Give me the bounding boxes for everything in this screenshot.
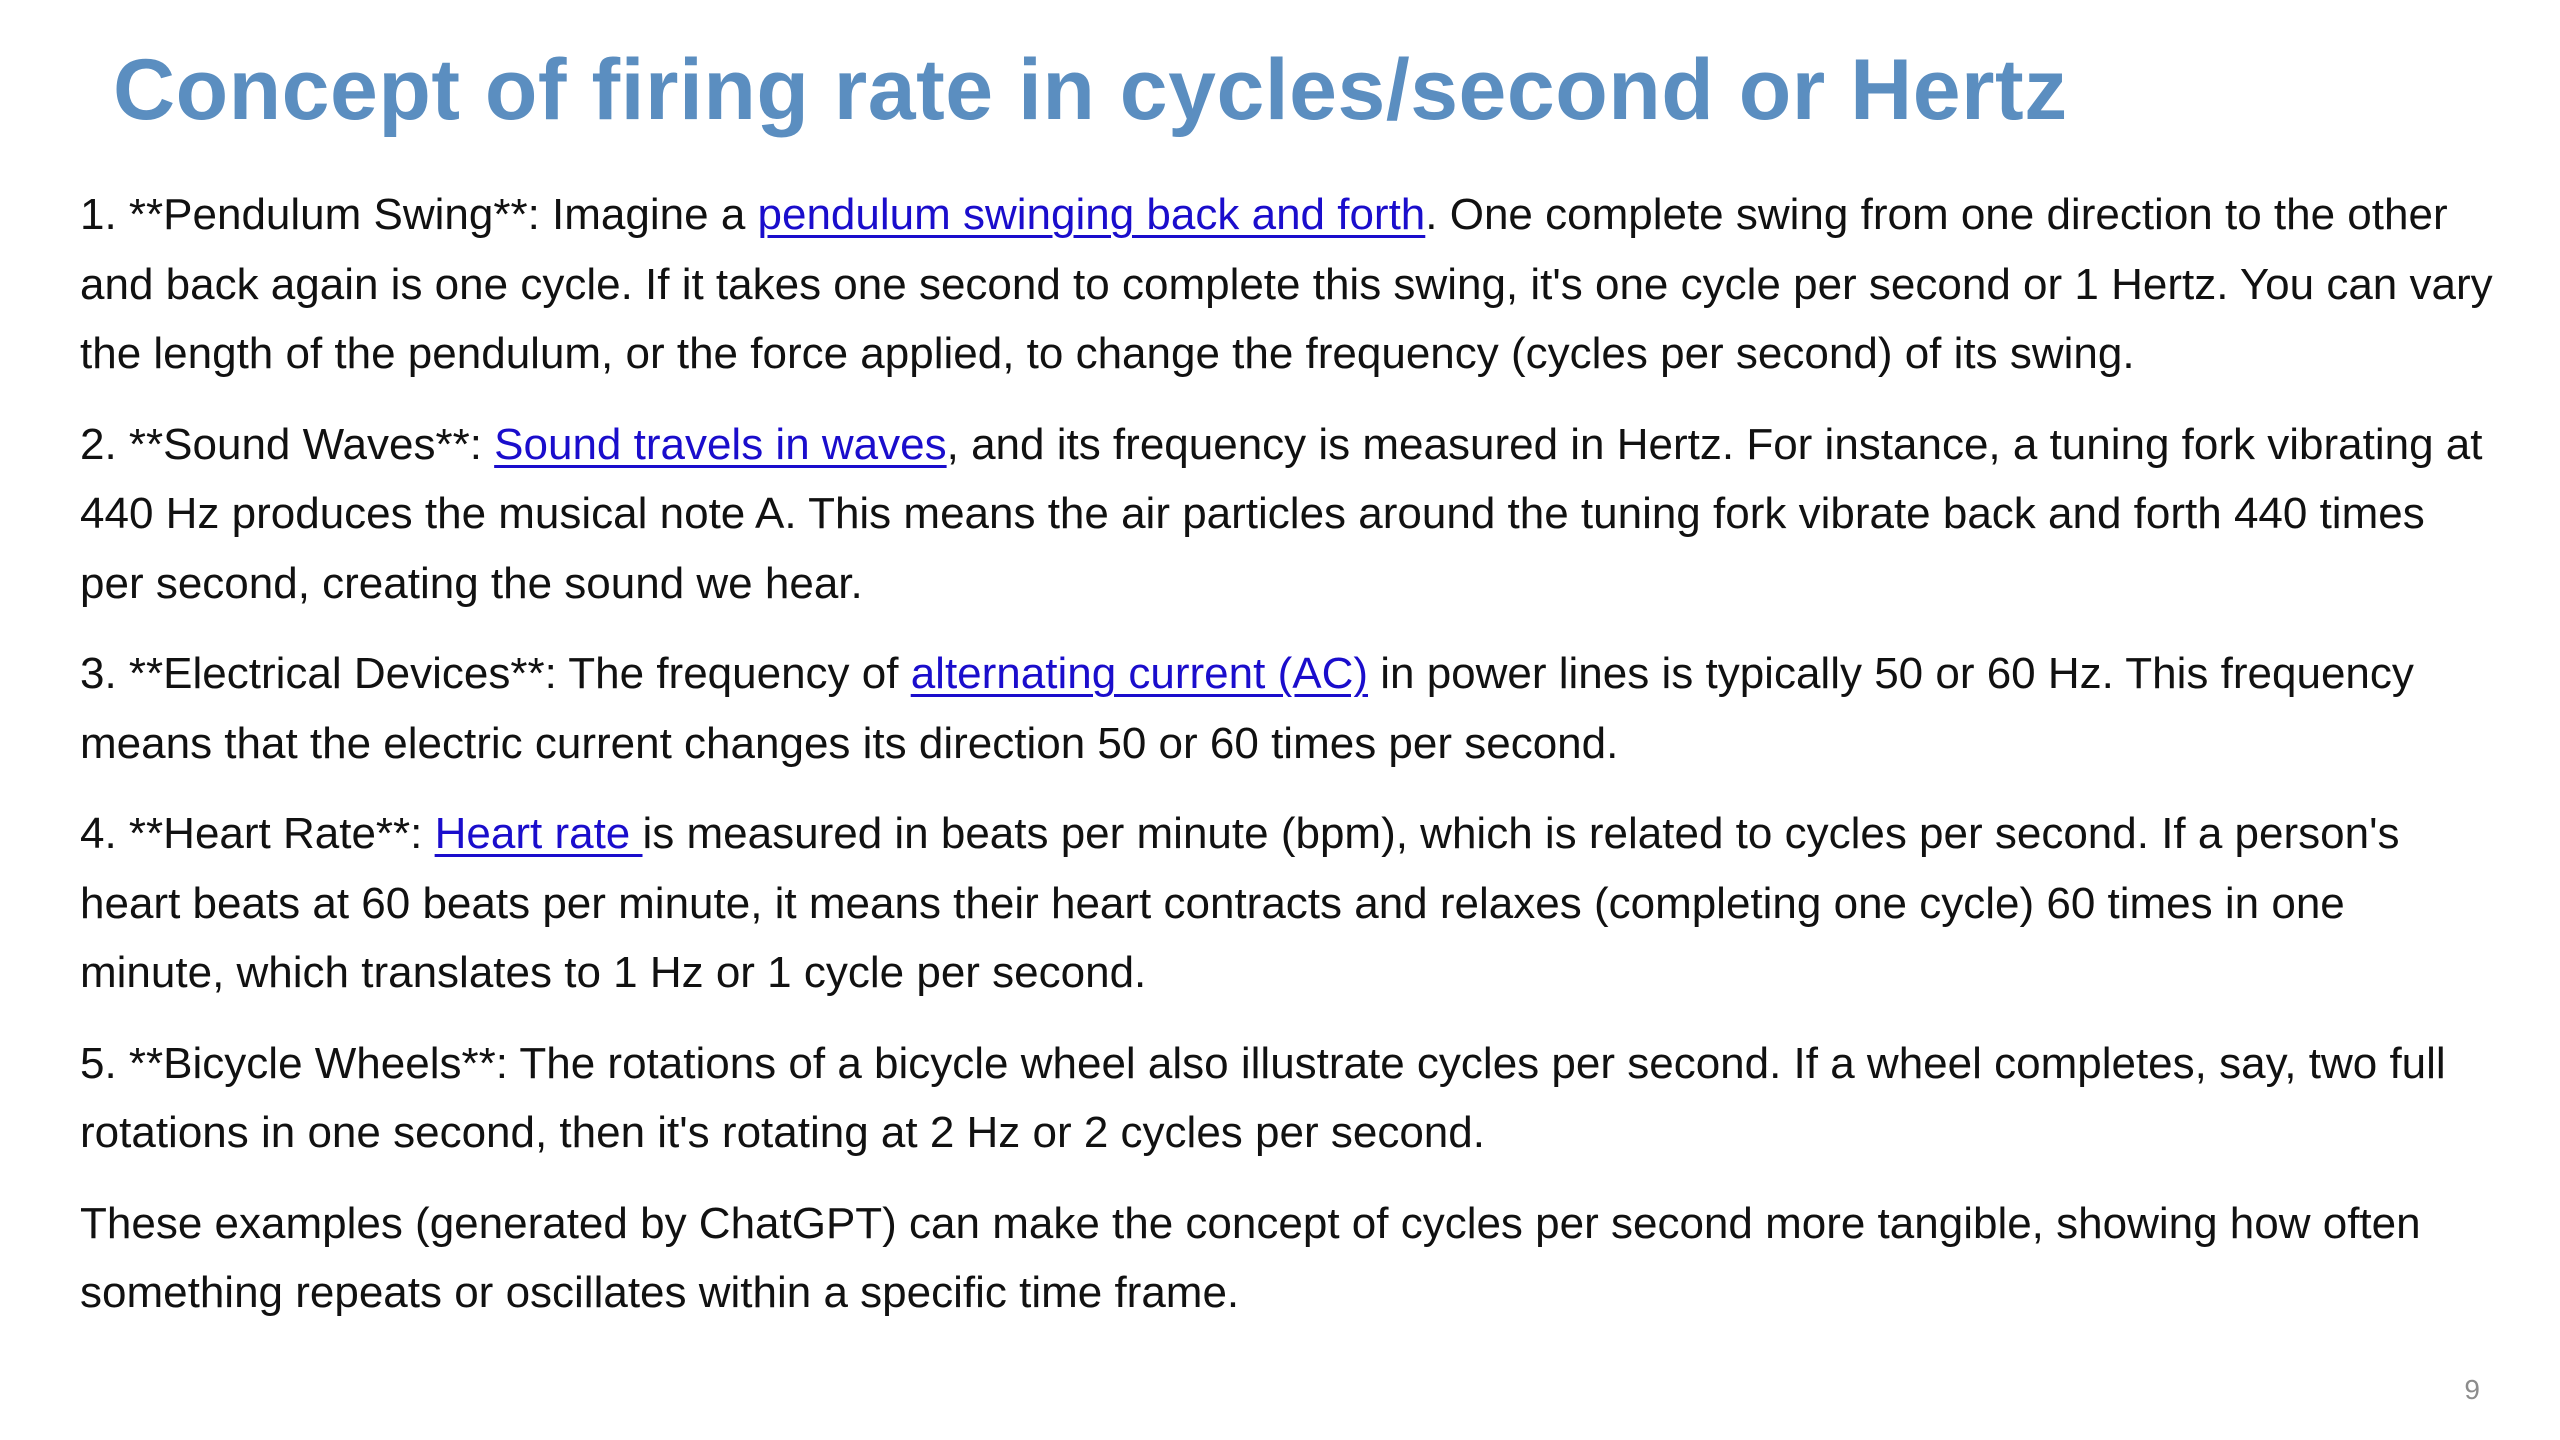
slide-body (80, 180, 2500, 1328)
paragraph-bicycle-wheels: 5. **Bicycle Wheels**: The rotations of a bicycle wheel also illustrate cycles per second. If a wheel completes, say, two full rotations in one second, then it's rotating at 2 Hz or 2 cycles per second. (80, 1038, 2446, 1157)
slide-title: Concept of firing rate in cycles/second or Hertz (113, 42, 2068, 138)
link-pendulum-swinging[interactable]: pendulum swinging back and forth (757, 190, 1426, 239)
paragraph-text: , and its frequency is measured in Hertz. For instance, a tuning fork vibrating at 440 Hz produces the musical note A. This means the air particles around the tuning fork vibrate back and forth 440 times per second, creating the sound we hear. (80, 419, 2483, 608)
paragraph-text: 4. **Heart Rate**: (80, 809, 435, 858)
paragraph-text: . One complete swing from one direction to the other and back again is one cycle. If it takes one second to complete this swing, it's one cycle per second or 1 Hertz. You can vary the length of the pendulum, or the force applied, to change the frequency (cycles per second) of its swing. (80, 190, 2493, 378)
paragraph-text: in power lines is typically 50 or 60 Hz. This frequency means that the electric current changes its direction 50 or 60 times per second. (80, 649, 2414, 768)
paragraph-text: 1. **Pendulum Swing**: Imagine a (80, 190, 758, 239)
link-heart-rate[interactable]: Heart rate (434, 809, 643, 858)
paragraph-text: is measured in beats per minute (bpm), which is related to cycles per second. If a person's heart beats at 60 beats per minute, it means their heart contracts and relaxes (completing one cycle) 60 times in one minute, which translates to 1 Hz or 1 cycle per second. (80, 809, 2400, 997)
paragraph-text: 3. **Electrical Devices**: The frequency of (80, 649, 911, 698)
link-alternating-current[interactable]: alternating current (AC) (910, 649, 1368, 698)
paragraph-sound-waves (80, 410, 2500, 619)
paragraph-pendulum-swing (80, 180, 2500, 389)
paragraph-heart-rate (80, 799, 2500, 1008)
paragraph-text: 2. **Sound Waves**: (80, 419, 495, 469)
slide-page-number: 9 (2464, 1374, 2480, 1405)
link-sound-travels-in-waves[interactable]: Sound travels in waves (494, 419, 947, 469)
paragraph-electrical-devices (80, 639, 2500, 778)
paragraph-summary: These examples (generated by ChatGPT) can make the concept of cycles per second more tangible, showing how often something repeats or oscillates within a specific time frame. (80, 1198, 2421, 1317)
